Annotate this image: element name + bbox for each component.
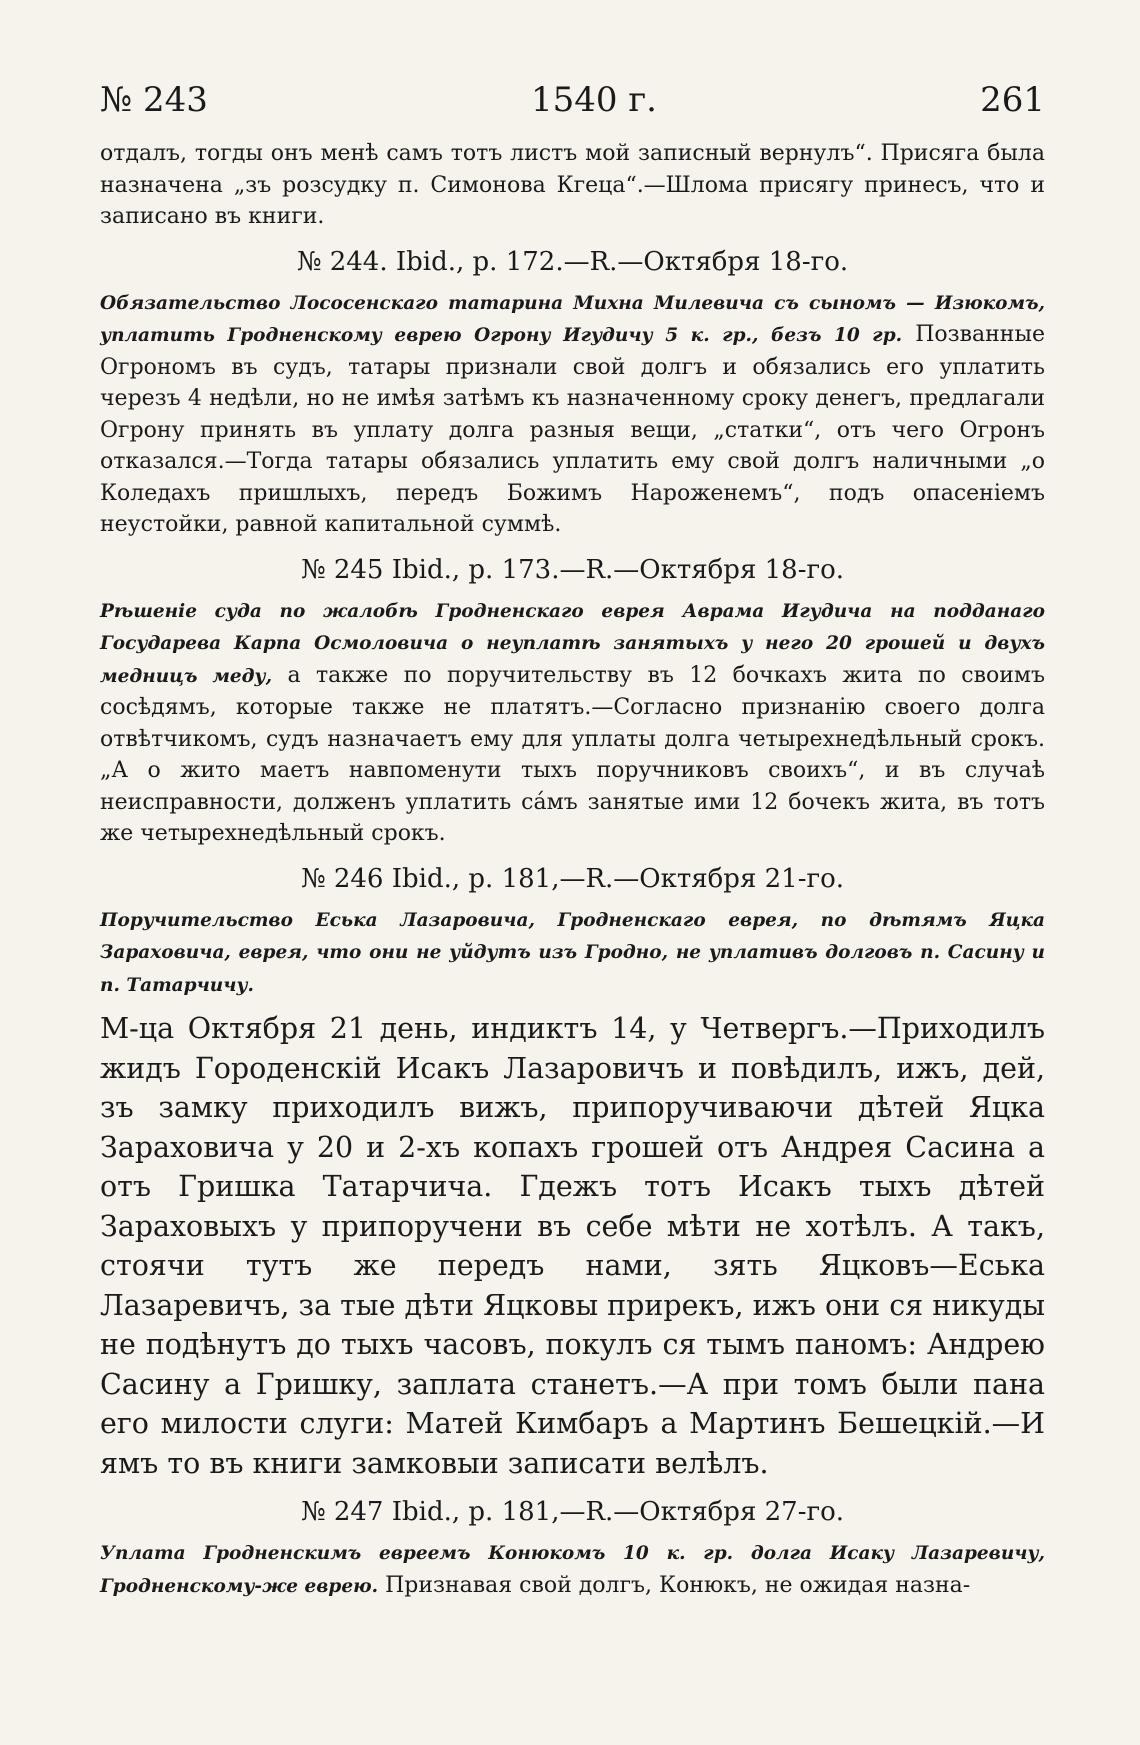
- entry-heading: № 245 Ibid., p. 173.—R.—Октября 18-го.: [300, 554, 845, 585]
- running-head: [100, 80, 1045, 120]
- year: 1540 г.: [531, 80, 657, 120]
- entry-summary: Обязательство Лососенскаго татарина Михна Милевича съ сыномъ — Изюкомъ, уплатить Гродненскому еврею Огрону Игудичу 5 к. гр., безъ 10 гр.: [100, 292, 1045, 346]
- entry-heading: № 247 Ibid., p. 181,—R.—Октября 27-го.: [300, 1497, 845, 1527]
- entry-paragraph: [100, 1537, 1045, 1602]
- document-page: [100, 80, 1045, 1602]
- entry-summary: Рѣшеніе суда по жалобѣ Гродненскаго еврея Аврама Игудича на подданаго Государева Карпа Осмоловича о неуплатѣ занятыхъ у него 20 грошей и двухъ медницъ меду,: [100, 600, 1045, 687]
- entry-paragraph: [100, 287, 1045, 541]
- intro-paragraph: отдалъ, тогды онъ менѣ самъ тотъ листъ мой записный вернулъ“. Присяга была назначена „зъ розсудку п. Симонова Кгеца“.—Шлома присягу принесъ, что и записано въ книги.: [100, 141, 1045, 229]
- entry-document-text: М-ца Октября 21 день, индиктъ 14, у Четвергъ.—Приходилъ жидъ Городенскій Исакъ Лазаровичъ и повѣдилъ, ижъ, дей, зъ замку приходилъ вижъ, припоручиваючи дѣтей Яцка Зараховича у 20 и 2-хъ копахъ грошей отъ Андрея Сасина а отъ Гришка Татарчича. Гдежъ тотъ Исакъ тыхъ дѣтей Зараховыхъ у припоручени въ себе мѣти не хотѣлъ. А такъ, стоячи тутъ же передъ нами, зять Яцковъ—Еська Лазаревичъ, за тые дѣти Яцковы прирекъ, ижъ они ся никуды не подѣнутъ до тыхъ часовъ, покулъ ся тымъ паномъ: Андрею Сасину а Гришку, заплата станетъ.—А при томъ были пана его милости слуги: Матей Кимбаръ а Мартинъ Бешецкій.—И ямъ то въ книги замковыи записати велѣлъ.: [100, 1012, 1046, 1480]
- page-number: 261: [980, 80, 1045, 120]
- entry-summary: Поручительство Еська Лазаровича, Гродненскаго еврея, по дѣтямъ Яцка Зараховича, еврея, что они не уйдутъ изъ Гродно, не уплативъ долговъ п. Сасину и п. Татарчичу.: [100, 909, 1045, 996]
- entry-heading: № 244. Ibid., p. 172.—R.—Октября 18-го.: [296, 246, 849, 277]
- entry-text: Позванные Огрономъ въ судъ, татары признали свой долгъ и обязались его уплатить черезъ 4 недѣли, но не имѣя затѣмъ къ назначенному сроку денегъ, предлагали Огрону принять въ уплату долга разныя вещи, „статки“, отъ чего Огронъ отказался.—Тогда татары обязались уплатить ему свой долгъ наличными „о Коледахъ пришлыхъ, передъ Божимъ Нароженемъ“, подъ опасеніемъ неустойки, равной капитальной суммѣ.: [100, 322, 1045, 537]
- entry-text: а также по поручительству въ 12 бочкахъ жита по своимъ сосѣдямъ, которые также не платятъ.—Согласно признанію своего долга отвѣтчикомъ, судъ назначаетъ ему для уплаты долга четырехнедѣльный срокъ. „А о жито маетъ навпоменути тыхъ поручниковъ своихъ“, и въ случаѣ неисправности, долженъ уплатить са́мъ занятые ими 12 бочекъ жита, въ тотъ же четырехнедѣльный срокъ.: [100, 662, 1045, 846]
- entry-heading: № 246 Ibid., p. 181,—R.—Октября 21-го.: [300, 863, 845, 894]
- entry-text: Признавая свой долгъ, Конюкъ, не ожидая назна-: [378, 1572, 971, 1598]
- entry-paragraph: [100, 595, 1045, 850]
- entry-summary: Уплата Гродненскимъ евреемъ Конюкомъ 10 к. гр. долга Исаку Лазаревичу, Гродненскому-же еврею.: [100, 1543, 1045, 1597]
- entry-summary-paragraph: [100, 904, 1045, 1002]
- document-number: № 243: [100, 80, 208, 120]
